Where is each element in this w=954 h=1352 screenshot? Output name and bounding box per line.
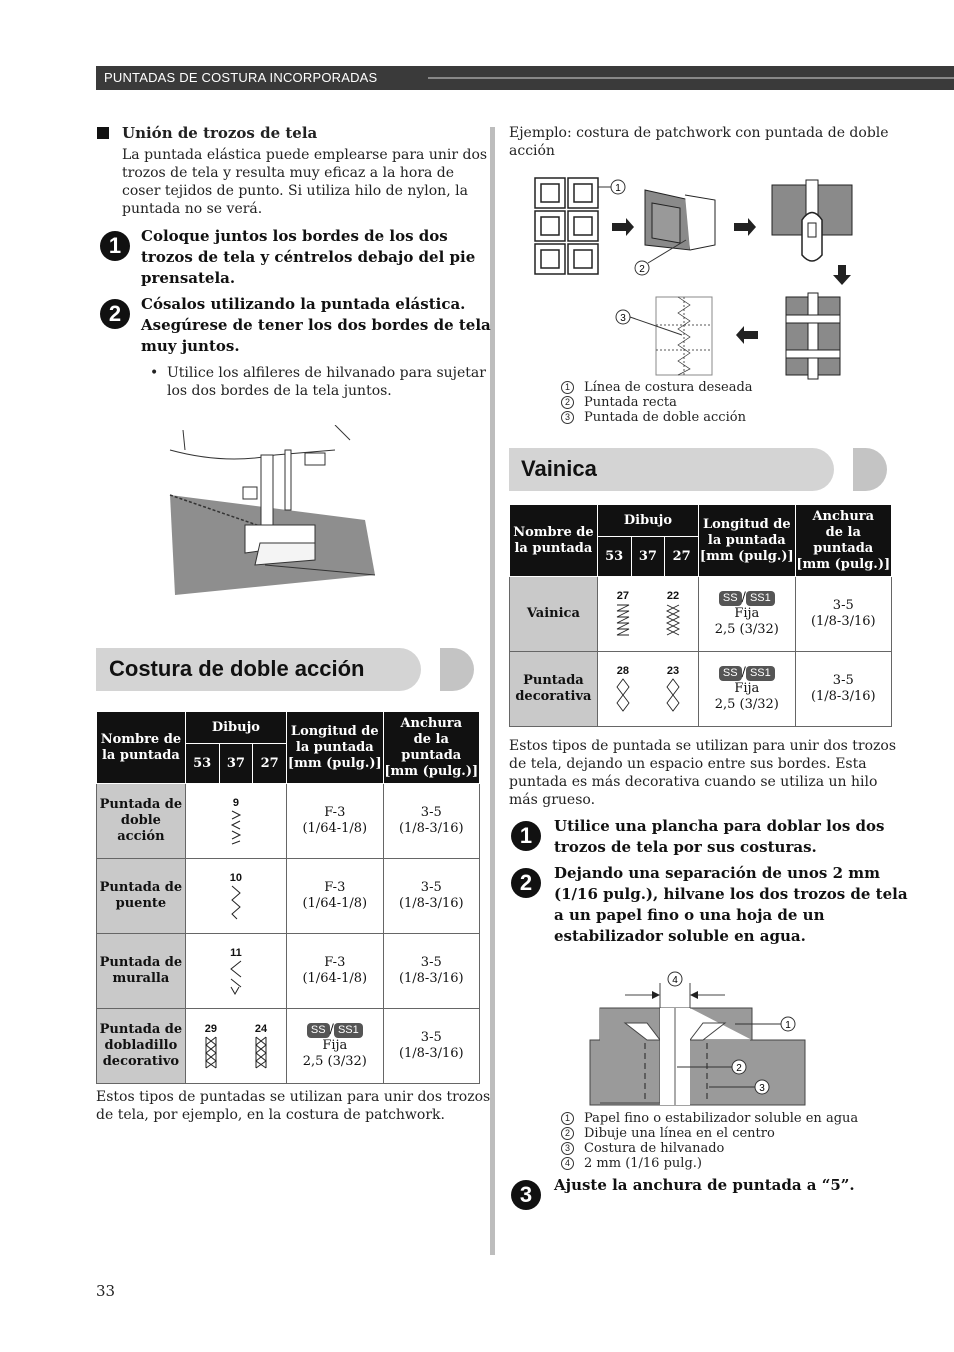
stitch-number: 22 xyxy=(666,590,680,602)
ss1-badge: SS1 xyxy=(746,666,775,681)
svg-text:4: 4 xyxy=(672,975,678,986)
row-length: SS / SS1 Fija 2,5 (3/32) xyxy=(699,652,795,727)
row-length: F-3 (1/64-1/8) xyxy=(287,784,384,859)
th-col-27: 27 xyxy=(665,537,699,577)
th-col-53: 53 xyxy=(597,537,631,577)
table-row xyxy=(510,577,892,652)
stitch-number: 27 xyxy=(616,590,629,602)
section-band-cap xyxy=(440,648,474,691)
th-name: Nombre de la puntada xyxy=(510,505,598,577)
row-width: 3-5 (1/8-3/16) xyxy=(383,859,479,934)
th-width: Anchura de la puntada [mm (pulg.)] xyxy=(795,505,891,577)
page-number: 33 xyxy=(96,1282,116,1300)
th-col-37: 37 xyxy=(631,537,665,577)
row-name: Puntada de doble acción xyxy=(97,784,186,859)
vainica-step-3-number: 3 xyxy=(511,1180,541,1210)
sewing-foot-illustration xyxy=(165,425,380,595)
hem-stitch-icon xyxy=(253,1035,269,1069)
vainica-step-1-number: 1 xyxy=(511,821,541,851)
left-footer-text: Estos tipos de puntadas se utilizan para unir dos trozos de tela, por ejemplo, en la costura de patchwork. xyxy=(96,1089,491,1123)
stitch-number: 29 xyxy=(204,1023,217,1035)
th-name: Nombre de la puntada xyxy=(97,712,186,784)
th-width: Anchura de la puntada [mm (pulg.)] xyxy=(383,712,479,784)
stitch-number: 23 xyxy=(666,665,680,677)
bullet-text: Utilice los alfileres de hilvanado para sujetar los dos bordes de la tela juntos. xyxy=(167,365,486,399)
row-name: Puntada decorativa xyxy=(510,652,598,727)
th-col-53: 53 xyxy=(185,744,219,784)
stitch-table-vainica xyxy=(509,504,892,727)
svg-text:3: 3 xyxy=(759,1083,765,1094)
zigzag-stitch-icon xyxy=(229,809,243,845)
row-length: F-3 (1/64-1/8) xyxy=(287,934,384,1009)
vainica-paragraph: Estos tipos de puntada se utilizan para unir dos trozos de tela, dejando un espacio entre sus bordes. Esta puntada es más decorativa cuando se utiliza un hilo más grueso. xyxy=(509,738,897,808)
fagoting-stitch-icon xyxy=(665,602,681,638)
row-length: F-3 (1/64-1/8) xyxy=(287,859,384,934)
row-name: Puntada de dobladillo decorativo xyxy=(97,1009,186,1084)
bridge-stitch-icon xyxy=(229,884,243,920)
row-length: SS / SS1 Fija 2,5 (3/32) xyxy=(287,1009,384,1084)
column-divider xyxy=(490,127,495,1255)
svg-text:1: 1 xyxy=(615,183,621,194)
row-width: 3-5 (1/8-3/16) xyxy=(383,784,479,859)
svg-text:3: 3 xyxy=(620,313,626,324)
ss1-badge: SS1 xyxy=(746,591,775,606)
bullet-dot: • xyxy=(150,365,159,381)
vainica-step-3-text: Ajuste la anchura de puntada a “5”. xyxy=(554,1176,855,1194)
decorative-stitch-icon xyxy=(615,677,631,713)
vainica-step-2-number: 2 xyxy=(511,868,541,898)
table-row xyxy=(510,652,892,727)
svg-text:1: 1 xyxy=(785,1020,791,1031)
square-bullet-icon xyxy=(97,127,109,139)
example-text: Ejemplo: costura de patchwork con puntada de doble acción xyxy=(509,125,889,159)
hem-stitch-icon xyxy=(203,1035,219,1069)
table-row xyxy=(97,859,480,934)
vainica-step-2-text: Dejando una separación de unos 2 mm (1/16 pulg.), hilvane los dos trozos de tela a un papel fino o una hoja de un estabilizador soluble en agua. xyxy=(554,864,908,945)
row-width: 3-5 (1/8-3/16) xyxy=(795,577,891,652)
stitch-number: 11 xyxy=(230,947,242,959)
decorative-stitch-icon xyxy=(665,677,681,713)
th-col-37: 37 xyxy=(219,744,253,784)
row-width: 3-5 (1/8-3/16) xyxy=(383,934,479,1009)
stitch-number: 28 xyxy=(616,665,629,677)
th-length: Longitud de la puntada [mm (pulg.)] xyxy=(287,712,384,784)
ss-badge: SS xyxy=(307,1023,330,1038)
fagoting-diagram xyxy=(585,968,810,1108)
svg-text:2: 2 xyxy=(639,264,645,275)
step-2-text: Cósalos utilizando la puntada elástica. Asegúrese de tener los dos bordes de tela muy juntos. xyxy=(141,295,491,355)
th-col-27: 27 xyxy=(253,744,287,784)
vainica-step-1-text: Utilice una plancha para doblar los dos trozos de tela por sus costuras. xyxy=(554,817,885,856)
th-dibujo: Dibujo xyxy=(185,712,286,744)
table-row xyxy=(97,934,480,1009)
stitch-number: 9 xyxy=(232,797,239,809)
legend-vainica: 1 Papel fino o estabilizador soluble en agua 2 Dibuje una línea en el centro 3 Costura de hilvanado 4 2 mm (1/16 pulg.) xyxy=(561,1111,858,1171)
th-dibujo: Dibujo xyxy=(597,505,698,537)
section-band-cap xyxy=(853,448,887,491)
step-1-text: Coloque juntos los bordes de los dos trozos de tela y céntrelos debajo del pie prensatela. xyxy=(141,227,476,287)
svg-text:2: 2 xyxy=(736,1063,742,1074)
union-text: La puntada elástica puede emplearse para unir dos trozos de tela y resulta muy eficaz a la hora de coser tejidos de punto. Si utiliza hilo de nylon, la puntada no se verá. xyxy=(122,147,488,217)
ss-badge: SS xyxy=(719,591,742,606)
th-length: Longitud de la puntada [mm (pulg.)] xyxy=(699,505,795,577)
ss1-badge: SS1 xyxy=(334,1023,363,1038)
wall-stitch-icon xyxy=(227,959,245,995)
step-1-number: 1 xyxy=(100,231,130,261)
row-name: Vainica xyxy=(510,577,598,652)
stitch-table-doble-accion xyxy=(96,711,480,1084)
table-row xyxy=(97,1009,480,1084)
row-width: 3-5 (1/8-3/16) xyxy=(383,1009,479,1084)
ss-badge: SS xyxy=(719,666,742,681)
stitch-number: 10 xyxy=(229,872,243,884)
header-rule xyxy=(428,77,954,79)
row-length: SS / SS1 Fija 2,5 (3/32) xyxy=(699,577,795,652)
table-row xyxy=(97,784,480,859)
union-title: Unión de trozos de tela xyxy=(122,124,318,142)
fagoting-stitch-icon xyxy=(615,602,631,638)
legend-patchwork: 1 Línea de costura deseada 2 Puntada recta 3 Puntada de doble acción xyxy=(561,380,753,425)
row-name: Puntada de muralla xyxy=(97,934,186,1009)
patchwork-diagram xyxy=(530,175,860,380)
section-title-vainica: Vainica xyxy=(521,456,597,481)
step-2-number: 2 xyxy=(100,299,130,329)
stitch-number: 24 xyxy=(254,1023,268,1035)
section-title-doble-accion: Costura de doble acción xyxy=(109,656,365,681)
header-title: PUNTADAS DE COSTURA INCORPORADAS xyxy=(104,70,378,85)
row-name: Puntada de puente xyxy=(97,859,186,934)
row-width: 3-5 (1/8-3/16) xyxy=(795,652,891,727)
